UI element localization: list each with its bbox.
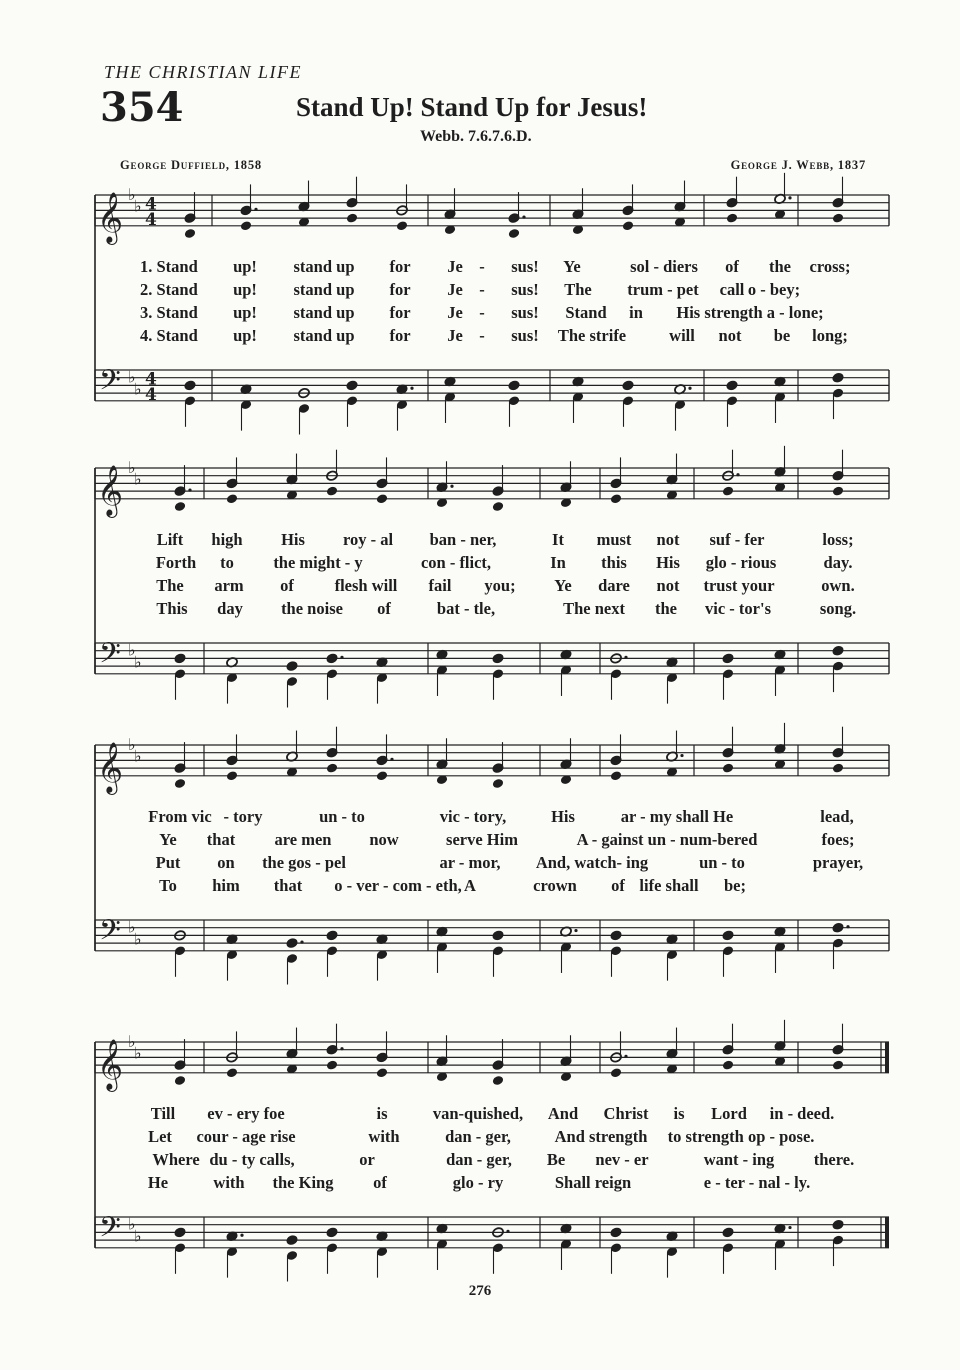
time-signature-digit: 4 [145,384,157,405]
lyric-line [0,530,960,553]
lyric-syllable: bat - tle, [436,599,496,618]
quarter-note [376,1067,389,1078]
lyric-syllable: 1. Stand [140,257,198,276]
lyric-syllable: of [725,257,739,276]
lyric-syllable: of [373,1173,387,1192]
lyric-syllable: Till [150,1104,176,1123]
lyric-syllable: His [656,553,680,572]
quarter-note [832,1059,845,1070]
flat-icon: ♭ [128,640,136,660]
lyric-syllable: stand up [293,303,355,322]
lyric-line [0,303,960,326]
lyric-syllable: the [655,599,677,618]
lyric-line [0,576,960,599]
lyric-syllable: this [601,553,627,572]
lyric-syllable: the noise [281,599,343,618]
lyrics-block-4 [0,1104,960,1196]
bass-clef-icon: 𝄢 [99,364,121,405]
lyric-line [0,280,960,303]
flat-icon: ♭ [128,1214,136,1234]
lyric-syllable: suf - fer [709,530,765,549]
dot [788,1226,791,1229]
quarter-note [326,1059,339,1070]
lyric-syllable: Je [447,280,463,299]
lyric-syllable: are men [274,830,332,849]
lyric-syllable: The [156,576,184,595]
quarter-note [174,1075,187,1086]
lyric-syllable: for [389,280,411,299]
lyric-syllable: in - deed. [769,1104,835,1123]
lyric-syllable: Ye [159,830,177,849]
lyric-syllable: up! [233,280,257,299]
lyric-syllable: is [673,1104,685,1123]
lyric-syllable: the King [272,1173,334,1192]
flat-icon: ♭ [134,746,142,766]
quarter-note [286,1234,299,1245]
bass-clef-icon: 𝄢 [99,1211,121,1252]
lyric-syllable: there. [813,1150,855,1169]
lyric-syllable: is [376,1104,388,1123]
lyric-syllable: un - to [699,853,745,872]
lyric-syllable: Lord [711,1104,747,1123]
lyric-syllable: Shall reign [554,1173,632,1192]
lyric-syllable: sus! [511,326,539,345]
lyric-syllable: He [147,1173,169,1192]
lyric-syllable: glo - ry [452,1173,504,1192]
lyric-syllable: prayer, [812,853,864,872]
lyric-line [0,553,960,576]
lyric-syllable: him [212,876,240,895]
lyric-syllable: van-quished, [432,1104,524,1123]
lyric-syllable: flesh will [334,576,398,595]
lyric-syllable: dare [598,576,630,595]
lyric-syllable: day [217,599,243,618]
quarter-note [326,1227,339,1238]
lyric-line [0,807,960,830]
flat-icon: ♭ [134,196,142,216]
lyric-syllable: A [464,876,476,895]
bass-clef-icon: 𝄢 [99,914,121,955]
lyrics-block-3 [0,807,960,899]
lyric-syllable: of [280,576,294,595]
flat-icon: ♭ [134,1226,142,1246]
lyric-syllable: arm [214,576,244,595]
flat-icon: ♭ [134,1043,142,1063]
lyric-syllable: Let [148,1127,172,1146]
lyric-line [0,599,960,622]
lyric-syllable: now [369,830,399,849]
lyric-syllable: 3. Stand [140,303,198,322]
lyric-syllable: for [389,257,411,276]
time-signature-digit: 4 [145,369,157,390]
lyric-syllable: - tory [223,807,263,826]
lyrics-block-2 [0,530,960,622]
lyric-syllable: loss; [822,530,854,549]
lyric-syllable: be [773,326,791,345]
lyric-syllable: Put [155,853,181,872]
dot [240,1234,243,1237]
lyric-syllable: His [551,807,575,826]
flat-icon: ♭ [134,929,142,949]
treble-clef-icon: 𝄞 [97,741,124,793]
lyric-syllable: sus! [511,280,539,299]
lyric-syllable: sus! [511,303,539,322]
lyric-line [0,1104,960,1127]
lyric-syllable: Stand [565,303,607,322]
page-number: 276 [468,1283,492,1299]
lyric-syllable: - [479,280,485,299]
hymn-number: 354 [100,84,184,131]
lyric-syllable: e - ter - nal - ly. [703,1173,811,1192]
lyric-syllable: that [273,876,303,895]
lyric-syllable: will [669,326,695,345]
lyric-syllable: up! [233,326,257,345]
treble-clef-icon: 𝄞 [97,191,124,243]
lyric-syllable: roy - al [342,530,394,549]
lyric-syllable: o - ver - com - eth, [334,876,462,895]
lyric-line [0,876,960,899]
lyric-syllable: cour - age rise [196,1127,296,1146]
lyric-line [0,1173,960,1196]
final-barline-thick [885,1042,889,1073]
lyric-syllable: Ye [563,257,581,276]
lyric-syllable: trum - pet [627,280,699,299]
lyric-line [0,1150,960,1173]
lyric-syllable: of [377,599,391,618]
lyric-syllable: Je [447,303,463,322]
lyric-syllable: up! [233,303,257,322]
lyric-syllable: du - ty calls, [209,1150,295,1169]
lyric-syllable: It [552,530,564,549]
lyric-line [0,326,960,349]
lyric-syllable: on [217,853,235,872]
lyric-syllable: And, watch- ing [535,853,649,872]
dot [340,1047,343,1050]
dot [506,1230,509,1233]
lyric-syllable: be; [724,876,746,895]
quarter-note [722,1059,735,1070]
quarter-note [492,1075,505,1086]
lyric-line [0,853,960,876]
lyric-syllable: want - ing [703,1150,775,1169]
lyric-syllable: glo - rious [705,553,777,572]
lyric-syllable: The next [563,599,625,618]
lyric-syllable: Christ [603,1104,649,1123]
lyric-syllable: Je [447,326,463,345]
flat-icon: ♭ [134,469,142,489]
lyric-syllable: And [547,1104,579,1123]
lyric-syllable: o - bey; [747,280,801,299]
lyric-syllable: In [550,553,566,572]
lyric-syllable: call [719,280,745,299]
quarter-note [722,1227,735,1238]
lyric-syllable: life shall [639,876,699,895]
lyric-syllable: the gos - pel [262,853,346,872]
words-credit: George Duffield, 1858 [120,158,262,172]
flat-icon: ♭ [128,367,136,387]
lyric-syllable: ev - ery foe [207,1104,285,1123]
lyric-syllable: high [211,530,243,549]
lyric-syllable: vic - tor's [705,599,771,618]
lyric-syllable: nev - er [595,1150,649,1169]
lyric-syllable: ban - ner, [429,530,497,549]
lyric-syllable: Be [546,1150,566,1169]
lyric-syllable: 4. Stand [140,326,198,345]
lyric-syllable: the [769,257,791,276]
lyric-syllable: stand up [293,257,355,276]
section-label: THE CHRISTIAN LIFE [104,62,302,82]
flat-icon: ♭ [128,1032,136,1051]
final-barline-thick [885,1217,889,1248]
lyric-line [0,830,960,853]
lyric-syllable: Forth [155,553,197,572]
lyric-syllable: - [479,257,485,276]
lyric-syllable: His strength a - lone; [676,303,824,322]
lyric-syllable: This [156,599,188,618]
flat-icon: ♭ [134,379,142,399]
lyric-syllable: dan - ger, [445,1127,511,1146]
lyric-syllable: to strength op - pose. [667,1127,815,1146]
lyric-syllable: Ye [554,576,572,595]
lyric-syllable: stand up [293,280,355,299]
lyric-syllable: long; [812,326,848,345]
lyric-syllable: Where [152,1150,200,1169]
lyric-syllable: with [368,1127,400,1146]
lyric-syllable: lead, [820,807,854,826]
lyric-syllable: must [596,530,632,549]
lyric-syllable: for [389,303,411,322]
quarter-note [610,1067,623,1078]
lyric-syllable: trust your [703,576,775,595]
flat-icon: ♭ [128,735,136,754]
lyric-syllable: for [389,326,411,345]
lyric-syllable: day. [823,553,853,572]
lyric-syllable: con - flict, [420,553,492,572]
time-signature-digit: 4 [145,194,157,215]
flat-icon: ♭ [128,185,136,204]
lyric-line [0,1127,960,1150]
lyric-syllable: own. [821,576,855,595]
hymn-title: Stand Up! Stand Up for Jesus! [296,92,648,122]
lyric-syllable: ar - mor, [439,853,501,872]
lyric-syllable: up! [233,257,257,276]
lyric-syllable: un - to [319,807,365,826]
quarter-note [832,1219,845,1230]
lyric-syllable: to [220,553,234,572]
lyric-line [0,257,960,280]
quarter-note [174,1227,187,1238]
lyric-syllable: not [718,326,742,345]
flat-icon: ♭ [134,652,142,672]
lyric-syllable: fail [428,576,452,595]
music-credit: George J. Webb, 1837 [730,158,866,172]
lyric-syllable: cross; [809,257,851,276]
lyric-syllable: - [479,303,485,322]
lyric-syllable: ar - my shall He [620,807,734,826]
lyric-syllable: song. [819,599,857,618]
lyric-syllable: foes; [821,830,855,849]
lyric-syllable: vic - tory, [439,807,507,826]
lyric-syllable: serve Him [446,830,518,849]
dot [624,1055,627,1058]
lyric-syllable: The [564,280,592,299]
lyric-syllable: crown [533,876,577,895]
lyric-syllable: From vic [148,807,212,826]
lyric-syllable: A - gainst un - num-bered [576,830,758,849]
time-signature-digit: 4 [145,209,157,230]
lyric-syllable: the might - y [273,553,363,572]
quarter-note [226,1067,239,1078]
lyric-syllable: with [213,1173,245,1192]
flat-icon: ♭ [128,458,136,477]
lyric-syllable: - [479,326,485,345]
treble-clef-icon: 𝄞 [97,1038,124,1090]
lyrics-block-1 [0,257,960,349]
tune-name: Webb. 7.6.7.6.D. [420,128,532,145]
treble-clef-icon: 𝄞 [97,464,124,516]
lyric-syllable: that [206,830,236,849]
lyric-syllable: of [611,876,625,895]
lyric-syllable: To [159,876,177,895]
lyric-syllable: Je [447,257,463,276]
flat-icon: ♭ [128,917,136,937]
lyric-syllable: stand up [293,326,355,345]
lyric-syllable: not [656,530,680,549]
lyric-syllable: 2. Stand [140,280,198,299]
lyric-syllable: His [281,530,305,549]
lyric-syllable: sol - diers [630,257,698,276]
lyric-syllable: you; [484,576,516,595]
lyric-syllable: dan - ger, [446,1150,512,1169]
lyric-syllable: sus! [511,257,539,276]
lyric-syllable: The strife [557,326,627,345]
lyric-syllable: in [629,303,643,322]
lyric-syllable: And strength [554,1127,648,1146]
lyric-syllable: or [359,1150,375,1169]
quarter-note [610,1227,623,1238]
lyric-syllable: not [656,576,680,595]
bass-clef-icon: 𝄢 [99,637,121,678]
lyric-syllable: Lift [156,530,184,549]
